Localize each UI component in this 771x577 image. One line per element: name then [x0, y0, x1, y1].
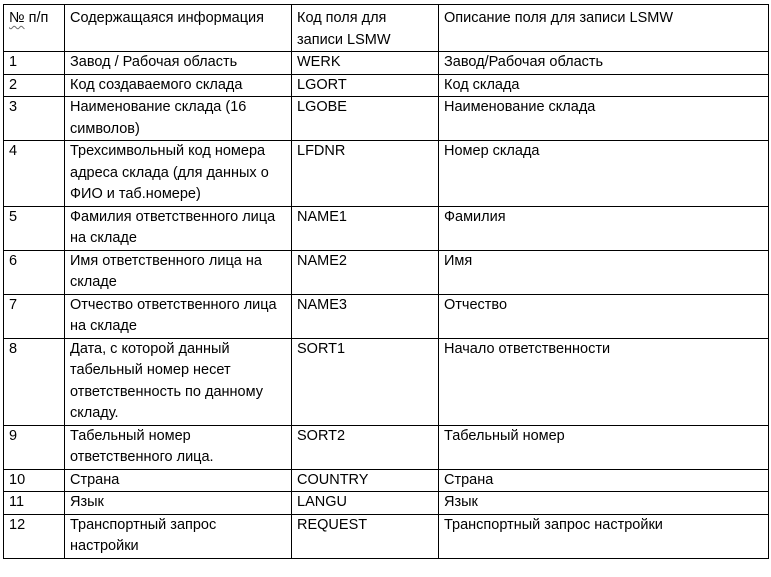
- table-body: [4, 5, 769, 559]
- cell-description: Завод/Рабочая область: [439, 52, 769, 75]
- cell-description: Имя: [439, 250, 769, 294]
- cell-description: Табельный номер: [439, 425, 769, 469]
- table-row: [4, 294, 769, 338]
- cell-number: 7: [4, 294, 65, 338]
- cell-number: 9: [4, 425, 65, 469]
- cell-number: 12: [4, 514, 65, 558]
- header-row: [4, 5, 769, 52]
- cell-field-code: SORT1: [292, 338, 439, 425]
- cell-description: Код склада: [439, 74, 769, 97]
- table-row: [4, 492, 769, 515]
- header-description: Описание поля для записи LSMW: [439, 5, 769, 52]
- cell-field-code: REQUEST: [292, 514, 439, 558]
- header-number: [4, 5, 65, 52]
- number-sign: №: [9, 10, 25, 26]
- table-row: [4, 514, 769, 558]
- cell-content: Отчество ответственного лица на складе: [65, 294, 292, 338]
- cell-description: Фамилия: [439, 206, 769, 250]
- cell-content: Транспортный запрос настройки: [65, 514, 292, 558]
- table-row: [4, 52, 769, 75]
- cell-content: Код создаваемого склада: [65, 74, 292, 97]
- cell-content: Табельный номер ответственного лица.: [65, 425, 292, 469]
- table-row: [4, 469, 769, 492]
- cell-content: Страна: [65, 469, 292, 492]
- cell-field-code: NAME3: [292, 294, 439, 338]
- cell-field-code: WERK: [292, 52, 439, 75]
- cell-content: Трехсимвольный код номера адреса склада (для данных о ФИО и таб.номере): [65, 141, 292, 207]
- cell-field-code: COUNTRY: [292, 469, 439, 492]
- cell-number: 5: [4, 206, 65, 250]
- cell-content: Имя ответственного лица на складе: [65, 250, 292, 294]
- cell-description: Язык: [439, 492, 769, 515]
- cell-number: 1: [4, 52, 65, 75]
- cell-content: Наименование склада (16 символов): [65, 97, 292, 141]
- cell-number: 11: [4, 492, 65, 515]
- cell-content: Язык: [65, 492, 292, 515]
- table-row: [4, 141, 769, 207]
- cell-description: Начало ответственности: [439, 338, 769, 425]
- cell-description: Наименование склада: [439, 97, 769, 141]
- table-row: [4, 206, 769, 250]
- cell-description: Отчество: [439, 294, 769, 338]
- cell-field-code: SORT2: [292, 425, 439, 469]
- cell-content: Дата, с которой данный табельный номер несет ответственность по данному складу.: [65, 338, 292, 425]
- cell-content: Фамилия ответственного лица на складе: [65, 206, 292, 250]
- number-sign-rest: п/п: [24, 10, 49, 26]
- cell-description: Страна: [439, 469, 769, 492]
- cell-number: 2: [4, 74, 65, 97]
- cell-field-code: NAME2: [292, 250, 439, 294]
- cell-field-code: LFDNR: [292, 141, 439, 207]
- cell-content: Завод / Рабочая область: [65, 52, 292, 75]
- table-row: [4, 338, 769, 425]
- cell-number: 10: [4, 469, 65, 492]
- table-row: [4, 74, 769, 97]
- cell-number: 3: [4, 97, 65, 141]
- table-row: [4, 250, 769, 294]
- table-row: [4, 425, 769, 469]
- lsmw-fields-table: [3, 4, 769, 559]
- table-row: [4, 97, 769, 141]
- cell-field-code: NAME1: [292, 206, 439, 250]
- cell-description: Транспортный запрос настройки: [439, 514, 769, 558]
- header-content: Содержащаяся информация: [65, 5, 292, 52]
- header-field-code: Код поля для записи LSMW: [292, 5, 439, 52]
- cell-field-code: LGORT: [292, 74, 439, 97]
- cell-description: Номер склада: [439, 141, 769, 207]
- cell-number: 4: [4, 141, 65, 207]
- cell-field-code: LGOBE: [292, 97, 439, 141]
- cell-field-code: LANGU: [292, 492, 439, 515]
- cell-number: 6: [4, 250, 65, 294]
- cell-number: 8: [4, 338, 65, 425]
